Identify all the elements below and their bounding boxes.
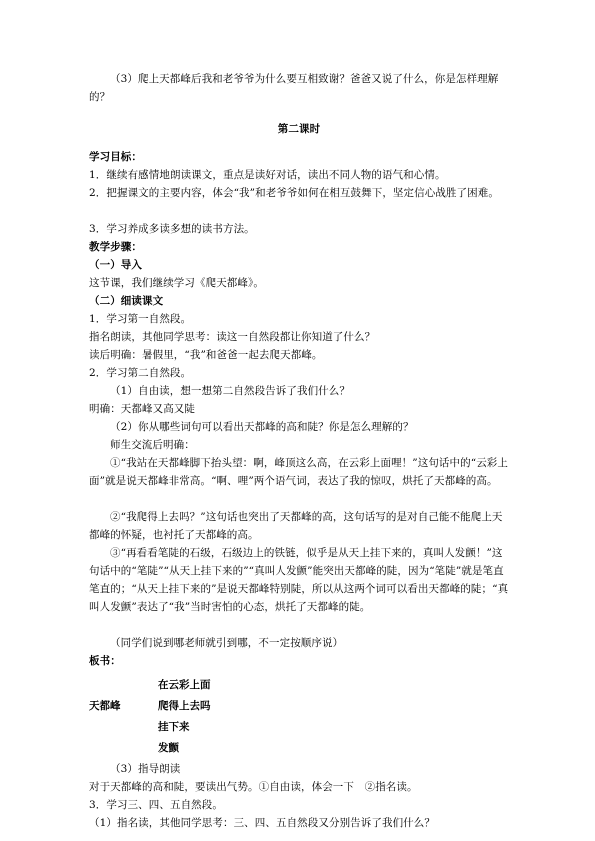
- board-item-3: 挂下来: [158, 721, 190, 733]
- para2-heading: 2．学习第二自然段。: [89, 367, 192, 379]
- para345-heading: 3．学习三、四、五自然段。: [89, 799, 223, 811]
- board-item-2: 爬得上去吗: [158, 700, 211, 712]
- goal-2: 2．把握课文的主要内容，体会“我”和老爷爷如何在相互鼓舞下，坚定信心战胜了困难。: [89, 187, 499, 199]
- reading-guide-text: 对于天都峰的高和陡，要读出气势。①自由读，体会一下 ②指名读。: [89, 781, 418, 793]
- analysis-2: ②“我爬得上去吗？”这句话也突出了天都峰的高，这句话写的是对自己能不能爬上天都峰的怀疑，也衬托了天都峰的高。: [89, 511, 503, 541]
- step-intro-heading: （一）导入: [89, 259, 142, 271]
- step-read-heading: （二）细读课文: [89, 295, 164, 307]
- para2-task-2: （2）你从哪些词句可以看出天都峰的高和陡？你是怎么理解的？: [110, 421, 414, 433]
- board-label: 板书：: [89, 655, 121, 667]
- analysis-1: ①“我站在天都峰脚下抬头望：啊，峰顶这么高，在云彩上面哩！”这句话中的“云彩上面”就是说天都峰非常高。“啊、哩”两个语气词，表达了我的惊叹，烘托了天都峰的高。: [89, 457, 509, 487]
- para2-task-1: （1）自由读，想一想第二自然段告诉了我们什么？: [110, 385, 350, 397]
- para1-task: 指名朗读，其他同学思考：读这一自然段都让你知道了什么？: [89, 331, 376, 343]
- intro-text: 这节课，我们继续学习《爬天都峰》。: [89, 277, 264, 289]
- goal-3: 3．学习养成多读多想的读书方法。: [89, 223, 255, 235]
- section-title: 第二课时: [277, 123, 321, 135]
- para1-heading: 1．学习第一自然段。: [89, 313, 192, 325]
- heading-learning-goals: 学习目标：: [89, 151, 142, 163]
- para2-answer-1: 明确：天都峰又高又陡: [89, 403, 195, 415]
- goal-1: 1．继续有感情地朗读课文，重点是读好对话，读出不同人物的语气和心情。: [89, 169, 446, 181]
- question-3: （3）爬上天都峰后我和老爷爷为什么要互相致谢？爸爸又说了什么，你是怎样理解的？: [89, 73, 499, 103]
- discussion-label: 师生交流后明确：: [110, 439, 195, 451]
- board-item-1: 在云彩上面: [158, 679, 211, 691]
- heading-teaching-steps: 教学步骤：: [89, 241, 142, 253]
- board-item-4: 发颤: [158, 742, 179, 754]
- para345-task-1: （1）指名读，其他同学思考：三、四、五自然段又分别告诉了我们什么？: [89, 817, 435, 829]
- para1-answer: 读后明确：暑假里，“我”和爸爸一起去爬天都峰。: [89, 349, 323, 361]
- analysis-3: ③“再看看笔陡的石级，石级边上的铁链，似乎是从天上挂下来的，真叫人发颤！”这句话中的“笔陡”“从天上挂下来的”“真叫人发颤”能突出天都峰的陡，因为“笔陡”就是笔直笔直的；“从天上挂下来的”是说天都峰特别陡，所以从这两个词可以看出天都峰的陡；“真叫人发颤”表达了“我”当时害怕的心态，烘托了天都峰的陡。: [89, 547, 509, 613]
- teacher-note: （同学们说到哪老师就引到哪，不一定按顺序说）: [110, 637, 344, 649]
- board-title: 天都峰: [89, 700, 121, 712]
- reading-guide-heading: （3）指导朗读: [110, 763, 181, 775]
